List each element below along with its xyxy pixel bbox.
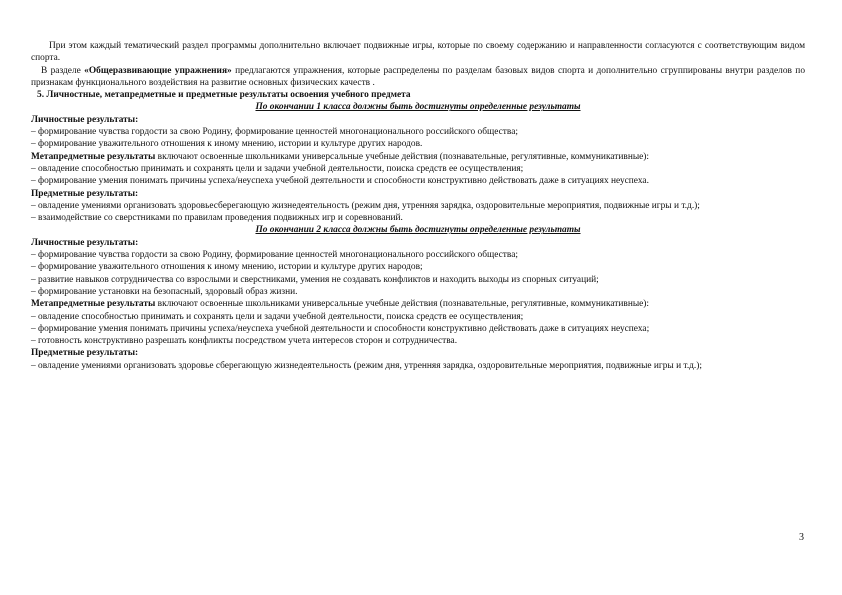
- p2-pre: В разделе: [41, 65, 85, 76]
- grade1-personal-item: – формирование чувства гордости за свою Родину, формирование ценностей многонационального российского общества;: [31, 127, 518, 138]
- grade2-personal-item: – формирование установки на безопасный, здоровый образ жизни.: [31, 286, 298, 297]
- grade1-personal-label: Личностные результаты:: [31, 114, 139, 125]
- grade2-meta-item: – овладение способностью принимать и сохранять цели и задачи учебной деятельности, поиска средств ее осуществления;: [31, 311, 524, 322]
- grade2-personal-item: – формирование уважительного отношения к иному мнению, истории и культуре других народов;: [31, 262, 423, 273]
- section-heading: 5. Личностные, метапредметные и предметные результаты освоения учебного предмета: [37, 90, 411, 101]
- grade2-meta-text: включают освоенные школьниками универсальные учебные действия (познавательные, регулятивные, коммуникативные):: [155, 299, 650, 310]
- p2-bold: «Общеразвивающие упражнения»: [84, 65, 232, 76]
- p2-post: предлагаются упражнения, которые распределены по разделам базовых видов спорта и дополнительно сгруппированы внутри разделов по признакам функционального воздействия на развитие основных физических качеств .: [31, 65, 806, 88]
- grade1-subject-item: – овладение умениями организовать здоровьесберегающую жизнедеятельность (режим дня, утренняя зарядка, оздоровительные мероприятия, подвижные игры и т.д.);: [31, 200, 700, 211]
- grade2-personal-label: Личностные результаты:: [31, 237, 139, 248]
- grade2-meta-item: – готовность конструктивно разрешать конфликты посредством учета интересов сторон и сотрудничества.: [31, 336, 458, 347]
- grade1-meta-intro: [31, 151, 805, 163]
- grade2-heading: По окончании 2 класса должны быть достигнуты определенные результаты: [255, 225, 581, 236]
- intro-paragraph-2: [31, 65, 805, 90]
- grade2-meta-item: – формирование умения понимать причины успеха/неуспеха учебной деятельности и способности конструктивно действовать даже в ситуациях неуспеха;: [31, 323, 650, 334]
- intro-paragraph-1: При этом каждый тематический раздел программы дополнительно включает подвижные игры, которые по своему содержанию и направленности согласуются с соответствующим видом спорта.: [31, 41, 805, 64]
- grade2-meta-intro: [31, 298, 805, 310]
- grade1-meta-text: включают освоенные школьниками универсальные учебные действия (познавательные, регулятивные, коммуникативные):: [155, 151, 650, 162]
- grade1-meta-item: – формирование умения понимать причины успеха/неуспеха учебной деятельности и способности конструктивно действовать даже в ситуациях неуспеха.: [31, 176, 649, 187]
- grade2-personal-item: – формирование чувства гордости за свою Родину, формирование ценностей многонационального российского общества;: [31, 250, 518, 261]
- document-page: [31, 40, 805, 372]
- grade2-subject-label: Предметные результаты:: [31, 348, 139, 359]
- grade1-personal-item: – формирование уважительного отношения к иному мнению, истории и культуре других народов.: [31, 139, 423, 150]
- page-number: 3: [799, 532, 804, 543]
- grade1-meta-lead: Метапредметные результаты: [31, 151, 156, 162]
- grade1-heading: По окончании 1 класса должны быть достигнуты определенные результаты: [255, 102, 581, 113]
- grade1-subject-item: – взаимодействие со сверстниками по правилам проведения подвижных игр и соревнований.: [31, 213, 403, 224]
- grade1-subject-label: Предметные результаты:: [31, 188, 139, 199]
- grade2-personal-item: – развитие навыков сотрудничества со взрослыми и сверстниками, умения не создавать конфликтов и находить выходы из спорных ситуаций;: [31, 274, 599, 285]
- grade2-subject-item: – овладение умениями организовать здоровье сберегающую жизнедеятельность (режим дня, утренняя зарядка, оздоровительные мероприятия, подвижные игры и т.д.);: [31, 360, 703, 371]
- grade2-meta-lead: Метапредметные результаты: [31, 299, 156, 310]
- grade1-meta-item: – овладение способностью принимать и сохранять цели и задачи учебной деятельности, поиска средств ее осуществления;: [31, 163, 524, 174]
